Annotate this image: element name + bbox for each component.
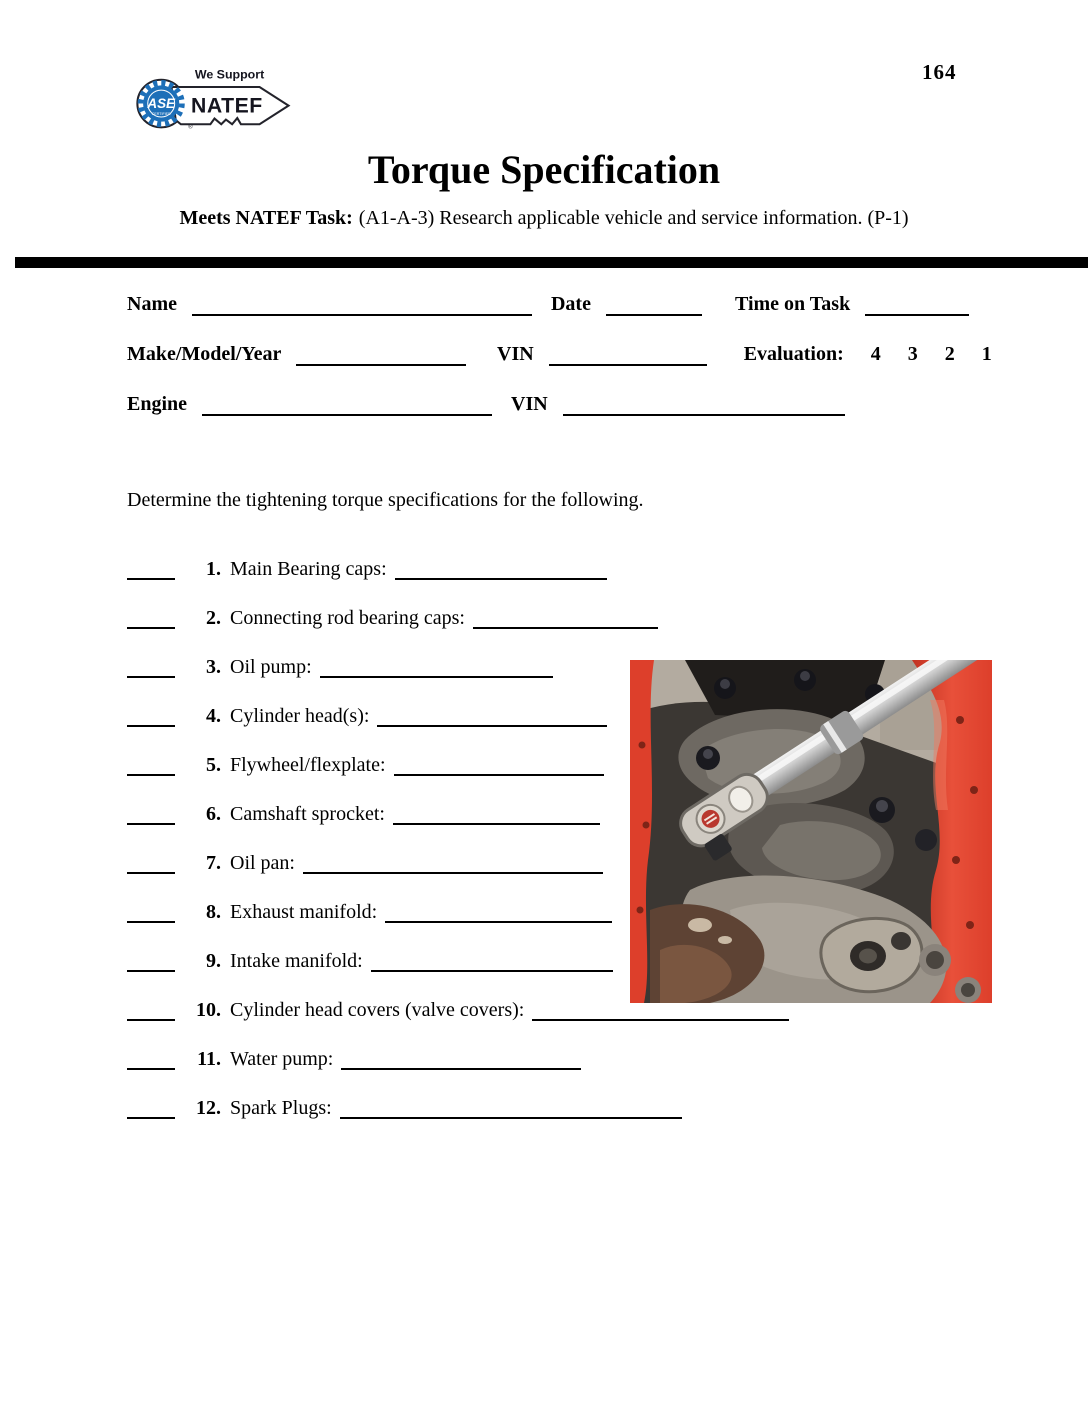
engine-blank xyxy=(202,396,492,416)
item-answer-blank xyxy=(395,560,607,580)
engine-label: Engine xyxy=(127,393,188,415)
item-answer-blank xyxy=(532,1001,789,1021)
item-points-blank xyxy=(127,609,175,629)
time-on-task-label: Time on Task xyxy=(734,293,851,315)
evaluation-score-2: 2 xyxy=(944,343,955,365)
vin-label: VIN xyxy=(497,343,534,365)
instruction-text: Determine the tightening torque specifications for the following. xyxy=(127,489,644,511)
item-points-blank xyxy=(127,903,175,923)
item-label: Water pump: xyxy=(230,1048,334,1070)
vin2-label: VIN xyxy=(511,393,548,415)
ase-text: ASE xyxy=(147,96,176,112)
item-number: 4. xyxy=(206,705,221,727)
item-label: Oil pan: xyxy=(230,852,295,874)
item-label: Flywheel/flexplate: xyxy=(230,754,386,776)
item-number: 5. xyxy=(206,754,221,776)
divider-rule xyxy=(15,257,1088,268)
evaluation-score-1: 1 xyxy=(981,343,992,365)
item-points-blank xyxy=(127,658,175,678)
item-answer-blank xyxy=(320,658,553,678)
item-answer-blank xyxy=(377,707,607,727)
engine-photo-graphic xyxy=(630,660,992,1003)
task-label: Meets NATEF Task: xyxy=(179,207,353,229)
name-blank xyxy=(192,296,532,316)
item-number: 9. xyxy=(206,950,221,972)
make-model-year-blank xyxy=(296,346,466,366)
item-answer-blank xyxy=(303,854,603,874)
item-number: 7. xyxy=(206,852,221,874)
item-number: 1. xyxy=(206,558,221,580)
item-answer-blank xyxy=(341,1050,581,1070)
item-points-blank xyxy=(127,707,175,727)
item-points-blank xyxy=(127,805,175,825)
time-on-task-blank xyxy=(865,296,969,316)
item-points-blank xyxy=(127,1099,175,1119)
item-points-blank xyxy=(127,1050,175,1070)
form-row-name-date-time xyxy=(127,293,1028,316)
task-text: (A1-A-3) Research applicable vehicle and service information. (P-1) xyxy=(358,207,909,229)
item-label: Spark Plugs: xyxy=(230,1097,332,1119)
list-item xyxy=(127,1097,789,1119)
item-number: 8. xyxy=(206,901,221,923)
list-item xyxy=(127,607,789,629)
date-blank xyxy=(606,296,702,316)
list-item xyxy=(127,1048,789,1070)
registered-mark: ® xyxy=(188,123,193,131)
item-number: 6. xyxy=(206,803,221,825)
item-label: Main Bearing caps: xyxy=(230,558,387,580)
item-points-blank xyxy=(127,854,175,874)
item-points-blank xyxy=(127,560,175,580)
item-label: Intake manifold: xyxy=(230,950,363,972)
name-label: Name xyxy=(127,293,177,315)
item-answer-blank xyxy=(473,609,658,629)
certified-text: CERTIFIED xyxy=(151,111,171,116)
natef-logo xyxy=(130,58,298,146)
item-label: Cylinder head covers (valve covers): xyxy=(230,999,525,1021)
we-support-text: We Support xyxy=(194,67,265,82)
date-label: Date xyxy=(550,293,591,315)
page-title: Torque Specification xyxy=(367,147,721,192)
evaluation-score-4: 4 xyxy=(870,343,881,365)
make-model-year-label: Make/Model/Year xyxy=(127,343,282,365)
evaluation-label: Evaluation: xyxy=(743,343,844,365)
item-number: 3. xyxy=(206,656,221,678)
form-row-make-vin-eval xyxy=(127,343,1028,366)
item-number: 11. xyxy=(197,1048,221,1070)
item-number: 12. xyxy=(196,1097,221,1119)
task-line xyxy=(0,207,1088,230)
item-label: Cylinder head(s): xyxy=(230,705,370,727)
item-number: 10. xyxy=(196,999,221,1021)
item-label: Exhaust manifold: xyxy=(230,901,378,923)
item-label: Camshaft sprocket: xyxy=(230,803,385,825)
item-answer-blank xyxy=(385,903,612,923)
form-row-engine-vin xyxy=(127,393,1028,416)
item-points-blank xyxy=(127,1001,175,1021)
item-number: 2. xyxy=(206,607,221,629)
item-points-blank xyxy=(127,756,175,776)
vin-blank xyxy=(549,346,707,366)
evaluation-score-3: 3 xyxy=(907,343,918,365)
item-answer-blank xyxy=(394,756,604,776)
list-item xyxy=(127,558,789,580)
item-answer-blank xyxy=(393,805,600,825)
item-answer-blank xyxy=(340,1099,682,1119)
engine-photo xyxy=(630,660,992,1003)
item-answer-blank xyxy=(371,952,613,972)
vin2-blank xyxy=(563,396,845,416)
item-label: Oil pump: xyxy=(230,656,312,678)
item-label: Connecting rod bearing caps: xyxy=(230,607,465,629)
page-number: 164 xyxy=(922,60,957,84)
natef-text: NATEF xyxy=(191,94,263,118)
item-points-blank xyxy=(127,952,175,972)
